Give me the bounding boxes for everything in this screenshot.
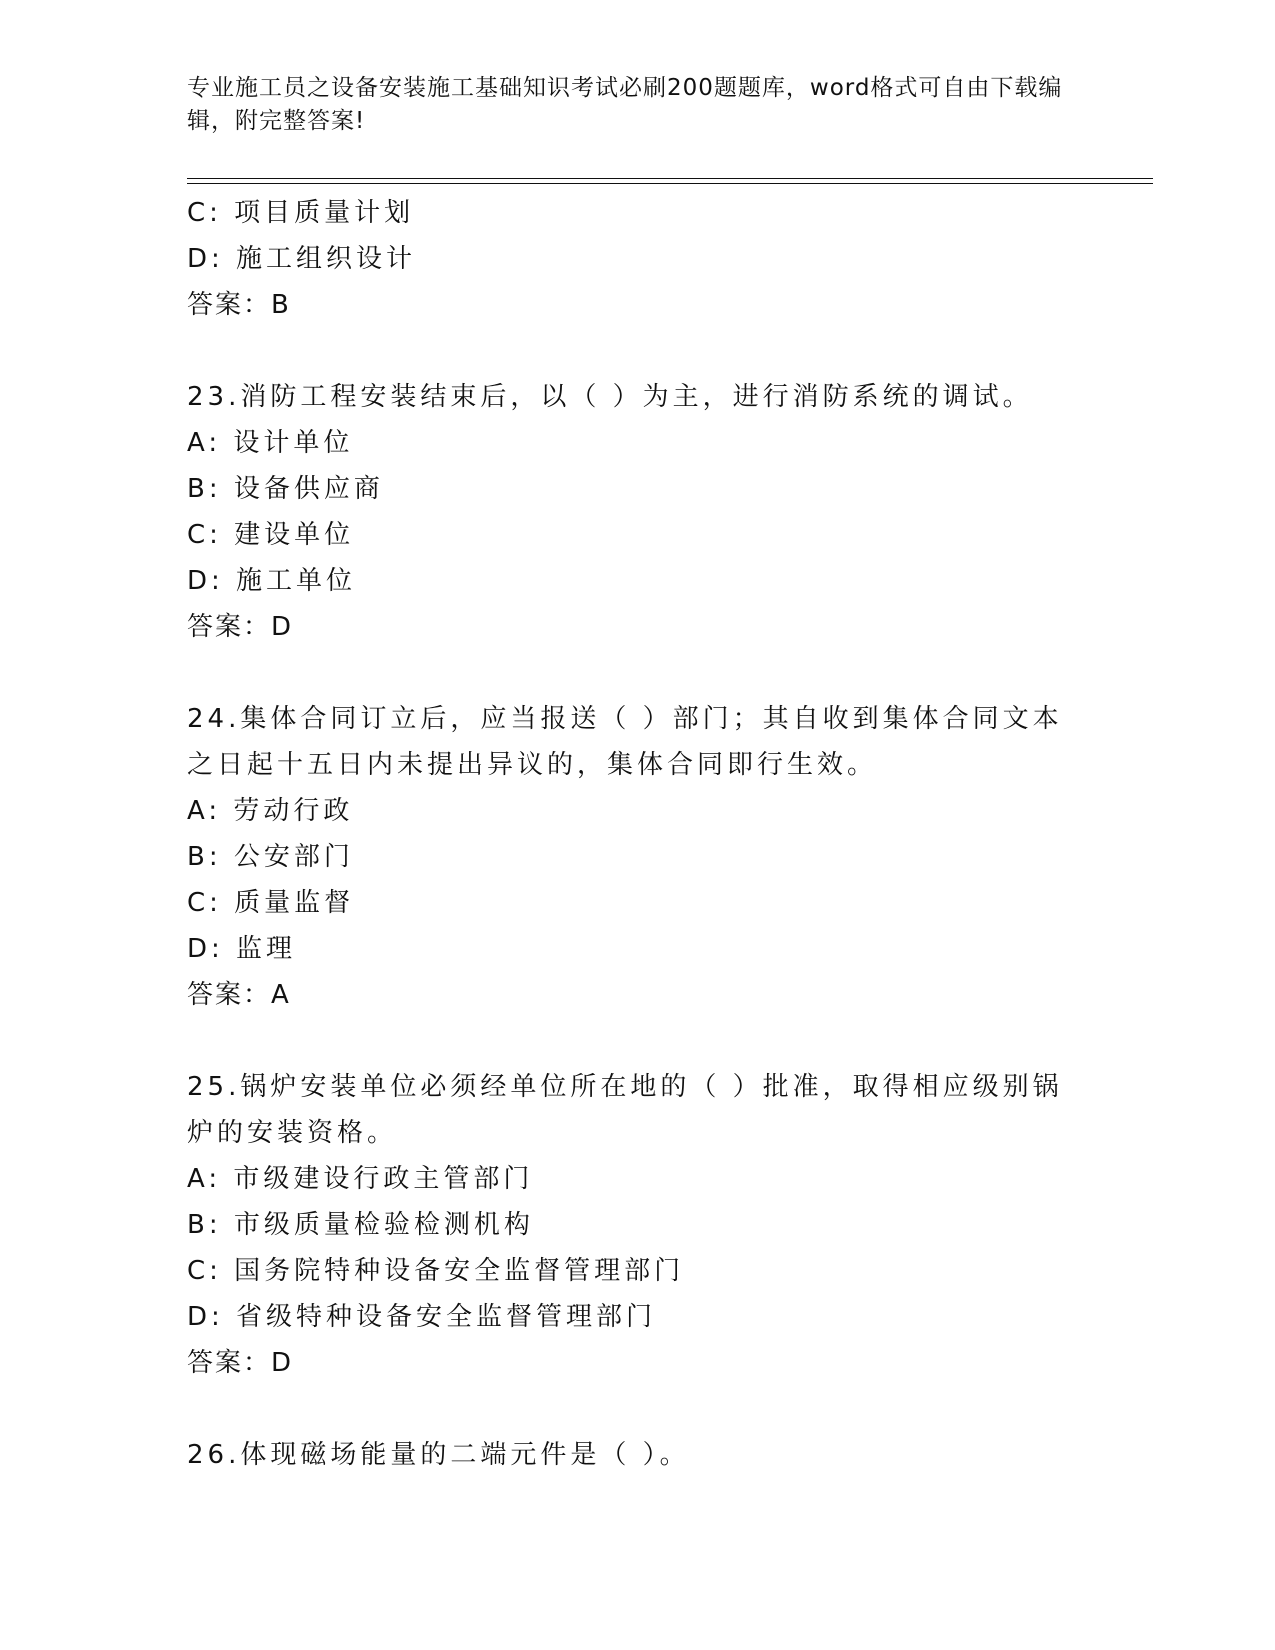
answer-line: 答案：B	[187, 290, 291, 320]
question-23-option-d: D: 施工单位	[187, 566, 357, 596]
question-25-option-a: A: 市级建设行政主管部门	[187, 1164, 534, 1194]
question-23-option-a: A: 设计单位	[187, 428, 354, 458]
question-24-option-b: B: 公安部门	[187, 842, 354, 872]
question-26-text: 26.体现磁场能量的二端元件是（ ）。	[187, 1440, 690, 1470]
question-24-answer: 答案：A	[187, 980, 291, 1010]
option-c: C: 项目质量计划	[187, 198, 415, 228]
header-divider-bottom	[187, 183, 1153, 184]
question-list	[187, 190, 1067, 1478]
question-23-option-b: B: 设备供应商	[187, 474, 384, 504]
question-24-option-a: A: 劳动行政	[187, 796, 354, 826]
question-24-text: 24.集体合同订立后，应当报送（ ）部门；其自收到集体合同文本之日起十五日内未提出异议的，集体合同即行生效。	[187, 704, 1063, 780]
question-23-answer: 答案：D	[187, 612, 294, 642]
question-25-option-d: D: 省级特种设备安全监督管理部门	[187, 1302, 657, 1332]
option-d: D: 施工组织设计	[187, 244, 417, 274]
question-25-option-b: B: 市级质量检验检测机构	[187, 1210, 534, 1240]
question-25-option-c: C: 国务院特种设备安全监督管理部门	[187, 1256, 685, 1286]
header-divider-top	[187, 178, 1153, 179]
question-23-text: 23.消防工程安装结束后，以（ ）为主，进行消防系统的调试。	[187, 382, 1033, 412]
question-25-text: 25.锅炉安装单位必须经单位所在地的（ ）批准，取得相应级别锅炉的安装资格。	[187, 1072, 1063, 1148]
question-25-answer: 答案：D	[187, 1348, 294, 1378]
document-header: 专业施工员之设备安装施工基础知识考试必刷200题题库，word格式可自由下载编辑，附完整答案!	[187, 75, 1063, 134]
question-23-option-c: C: 建设单位	[187, 520, 355, 550]
question-24-option-d: D: 监理	[187, 934, 297, 964]
question-24-option-c: C: 质量监督	[187, 888, 355, 918]
